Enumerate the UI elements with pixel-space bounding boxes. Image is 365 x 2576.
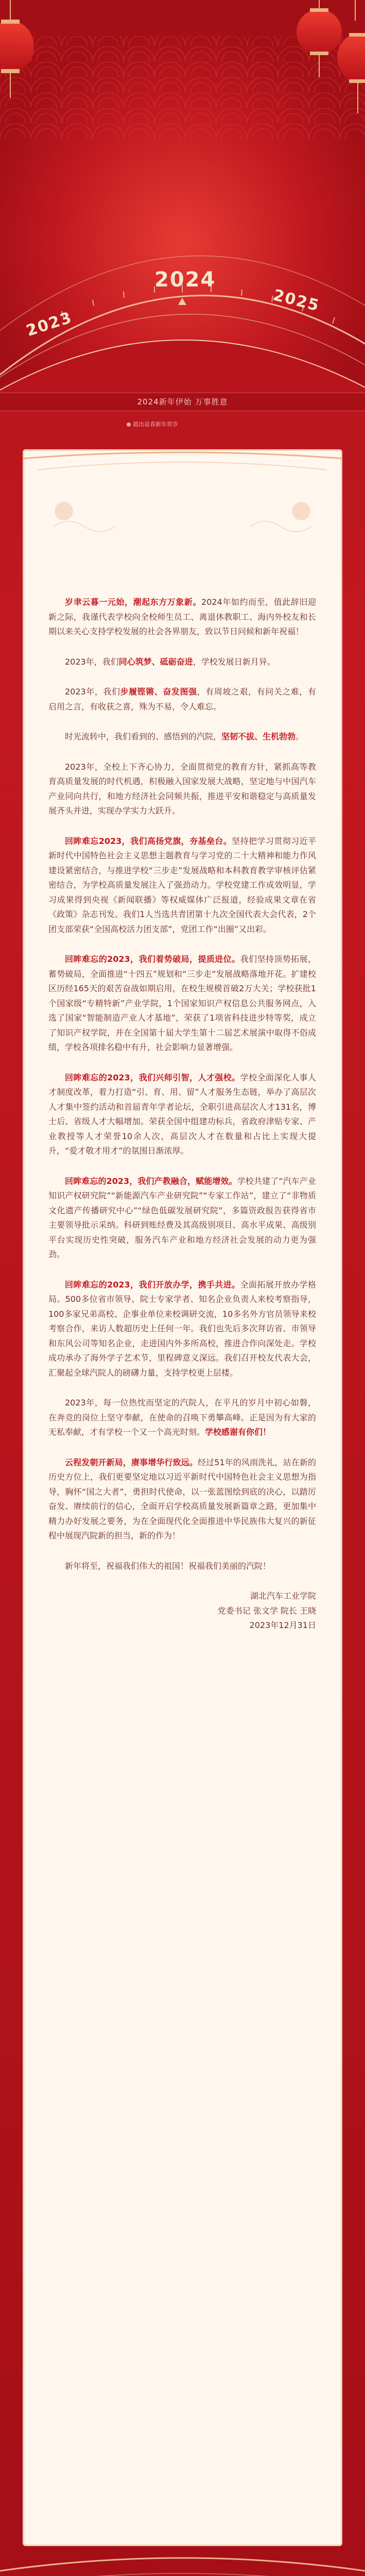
year-2025-label: 2025 (271, 286, 322, 315)
highlight-text: 学校感谢有你们！ (205, 1427, 271, 1437)
body-text: 时光流转中，我们看到的、感悟到的汽院， (65, 732, 222, 741)
letter-paragraph (48, 730, 316, 744)
letter-paragraph (48, 1278, 316, 1381)
letter-paragraph (48, 1071, 316, 1159)
body-text: 新年将至，祝福我们伟大的祖国！祝福我们美丽的汽院！ (65, 1561, 271, 1571)
letter-body (48, 595, 316, 1633)
letter-paragraph (48, 1174, 316, 1262)
body-text: 我们坚持顶势拓展，蓄势破局，全面推进“十四五”规划和“三步走”发展战略落地开花。扩建校区历经165天的艰苦奋战如期启用，在校生规模首破2万大关；学校获批1个国家级“专精特新”产业学院，1个国家知识产权信息公共服务网点，入选了国家“智能制造产业人才基地”，荣获了1项省科技进步特等奖，成立了知识产权学院，并在全国第十届大学生第十二届艺术展演中取得不俗成绩，学校各项排名稳中有升，社会影响力显著增强。 (48, 954, 316, 1052)
body-text: 经过51年的风雨洗礼，站在新的历史方位上，我们更要坚定地以习近平新时代中国特色社会主义思想为指导，胸怀“国之大者”，勇担时代使命，以一张蓝图绘到底的决心，以踏厉奋发、赓续前行的信心，全面开启学校高质量发展新篇章之路，更加集中精力办好发展之要务，为在全面现代化全面推进中华民族伟大复兴的新征程中展现汽院新的担当，新的作为！ (48, 1457, 316, 1540)
hero-illustration (0, 0, 365, 392)
letter-paragraph (48, 595, 316, 639)
signature-school: 湖北汽车工业学院 (250, 1591, 316, 1601)
letter-paragraph (48, 685, 316, 714)
card-header-ornament (23, 449, 342, 583)
highlight-text: 云程发朝开新局，赓事增华行致远。 (65, 1457, 198, 1467)
body-text: 学校全面深化人事人才制度改革，着力打造“引、育、用、留”人才服务生态链，举办了高层次人才集中签约活动和首届青年学者论坛，全职引进高层次人才131名，博士后、省级人才大幅增加。荣获全国中组建功标兵，省政府津贴专家、产业教授等人才荣誉10余人次，高层次人才在数量和占比上实现大提升，“爱才敬才用才”的氛围日渐浓厚。 (48, 1072, 316, 1156)
highlight-text: 坚韧不拔、生机勃勃 (221, 732, 296, 741)
highlight-text: 回眸难忘的2023，我们开放办学，携手共进。 (65, 1279, 240, 1290)
body-text: ，有周坡之艰，有问关之难，有启用之言，有收获之喜，殊为不易，令人难忘。 (48, 687, 316, 711)
hero-banner (0, 0, 365, 392)
body-text: 2023年，全校上下齐心协力，全面贯彻党的教育方针，紧抓高等教育高质量发展的时代机遇，积极融入国家发展大战略，坚定地与中国汽车产业同向共行，和地方经济社会同频共振，推进平安和谐稳定与高质量发展齐头并进，实现办学实力大跃升。 (48, 761, 316, 816)
body-text: 2023年，我们 (65, 687, 120, 697)
letter-paragraph (48, 1559, 316, 1574)
body-text: 2023年，我们 (65, 656, 119, 667)
letter-paragraph (48, 834, 316, 937)
body-text: ，学校发展日新月异。 (193, 656, 275, 667)
image-caption (127, 420, 178, 428)
signature-names: 党委书记 张文学 院长 王晓 (217, 1605, 316, 1616)
highlight-text: 步履铿锵、奋发图强 (120, 687, 197, 697)
footer-ornament (0, 2550, 365, 2576)
letter-paragraph (48, 1455, 316, 1544)
signature-date: 2023年12月31日 (249, 1620, 316, 1630)
body-text: 学校共建了“汽车产业知识产权研究院”“新能源汽车产业研究院”“专家工作站”，建立了“非物质文化遗产传播研究中心”“绿色低碳发展研究院”，多篇资政报告获得省市主要领导批示采纳。科研到账经费及其高级别项目、高水平成果、高级别平台实现历史性突破，服务汽车产业和地方经济社会发展的动力更为强劲。 (48, 1176, 316, 1259)
body-text: 全面拓展开放办学格局。500多位省市领导、院士专家学者、知名企业负责人来校考察指导，100多家兄弟高校、企事业单位来校调研交流，10多名外方官员领导来校考察合作，来访人数超历史上任何一年。我们也先后多次拜访省、市领导和东风公司等知名企业，走进国内外多所高校，推进合作向深处走。学校成功承办了海外学子艺术节，里程碑意义深远。我们召开校友代表大会，汇聚起全球汽院人的磅礴力量，支持学校更上层楼。 (48, 1279, 316, 1378)
letter-paragraph (48, 952, 316, 1055)
body-text: 坚持把学习贯彻习近平新时代中国特色社会主义思想主题教育与学习党的二十大精神和能力作风建设紧密结合，与推进学校“三步走”发展战略和本科教育教学审核评估紧密结合，为学校高质量发展注入了强劲动力。学校党建工作成效明显，学习成果得到央视《新闻联播》等权威媒体广泛报道，经验成果文章在省《政策》杂志刊发。我们1人当选共青团第十九次全国代表大会代表，2个团支部荣获“全国高校活力团支部”，党团工作“出圈”又出彩。 (48, 836, 316, 934)
greeting-bar: 2024新年伊始 万事胜意 (0, 393, 365, 411)
body-text: 2024年如约而至，值此辞旧迎新之际，我谨代表学校向全校师生员工、离退休教职工、海内外校友和长期以来关心支持学校发展的社会各界朋友，致以节日问候和新年祝福！ (48, 597, 316, 636)
body-text: 2023年，每一位热忱而坚定的汽院人，在平凡的岁月中初心如磐，在奔竞的岗位上坚守奉献，在使命的召唤下勇攀高峰。正是因为有大家的无私奉献，才有学校一个又一个高光时刻。 (48, 1398, 316, 1437)
caption-text: 超出是春新年贺岁 (133, 421, 178, 428)
highlight-text: 回眸难忘的2023，我们着势破局，提质进位。 (65, 954, 240, 964)
highlight-text: 回眸难忘的2023，我们兴师引智，人才强校。 (65, 1072, 240, 1082)
letter-paragraph (48, 655, 316, 670)
highlight-text: 同心筑梦、砥砺奋进 (118, 656, 193, 667)
highlight-text: 回眸难忘的2023，我们产教融合，赋能增效。 (65, 1176, 237, 1186)
caption-dot-icon (127, 422, 131, 427)
year-2023-label: 2023 (24, 308, 75, 341)
year-2024-label: 2024 (154, 268, 216, 292)
highlight-text: 岁聿云暮一元始，潮起东方万象新。 (65, 597, 202, 607)
letter-paragraph (48, 760, 316, 819)
highlight-text: 回眸难忘2023，我们高扬党旗，夯基垒台。 (65, 836, 232, 846)
body-text: 。 (296, 732, 304, 741)
letter-paragraph (48, 1396, 316, 1440)
